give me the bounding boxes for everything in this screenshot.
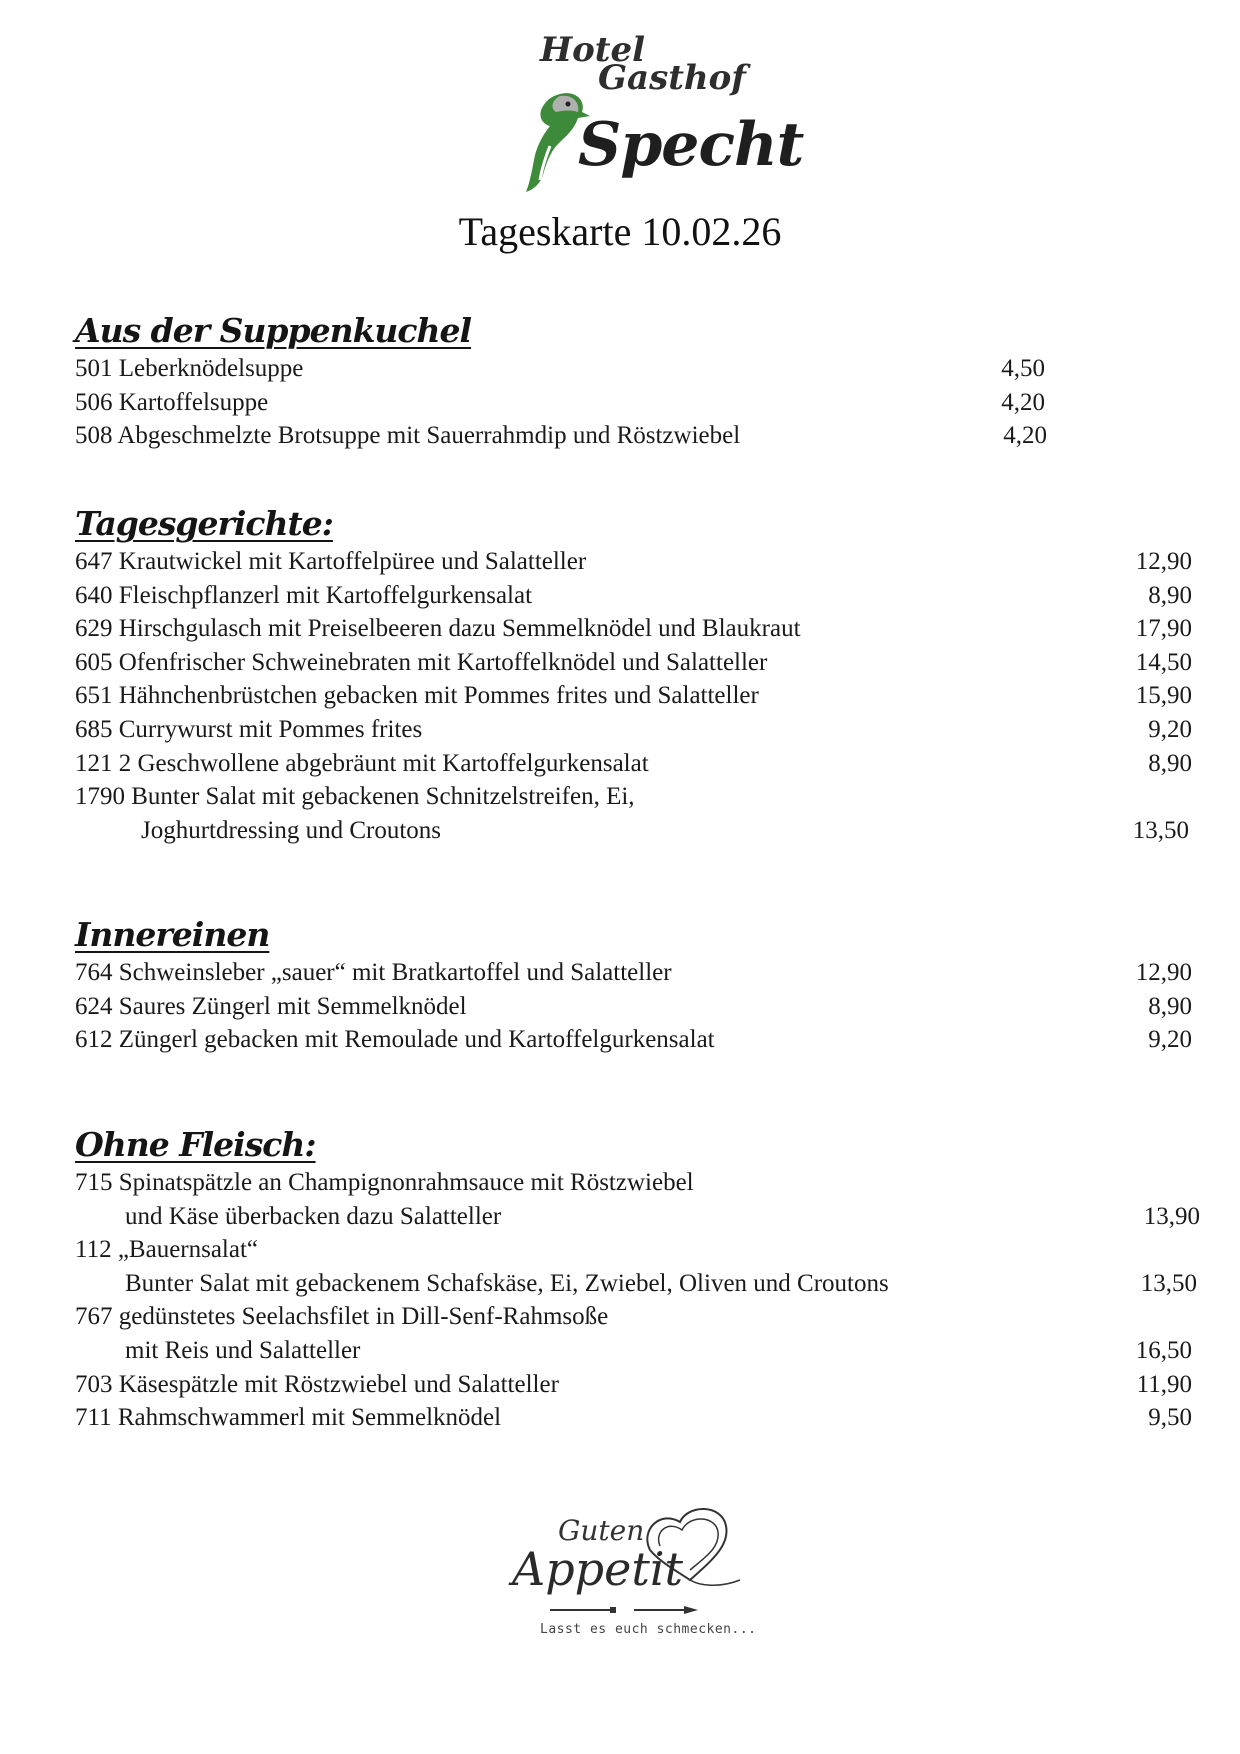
logo-gasthof-text: Gasthof	[598, 58, 746, 98]
menu-item	[75, 646, 1192, 680]
menu-item	[75, 1267, 1197, 1301]
menu-item-label: Bunter Salat mit gebackenem Schafskäse, Ei, Zwiebel, Oliven und Croutons	[125, 1269, 889, 1297]
menu-item-label: 506 Kartoffelsuppe	[75, 388, 269, 416]
menu-item	[75, 419, 1185, 453]
menu-item-price: 8,90	[1148, 749, 1192, 777]
menu-item	[75, 679, 1192, 713]
footer-appetit-text: Appetit	[512, 1542, 684, 1596]
menu-item	[75, 545, 1192, 579]
menu-item-price: 15,90	[1135, 682, 1192, 710]
menu-item-label: 651 Hähnchenbrüstchen gebacken mit Pommes frites und Salatteller	[75, 682, 759, 710]
menu-item-label: 624 Saures Züngerl mit Semmelknödel	[75, 992, 467, 1020]
menu-item	[75, 990, 1192, 1024]
section-innereien	[75, 914, 1192, 1057]
guten-appetit-logo	[500, 1500, 780, 1650]
section-tagesgerichte	[75, 503, 1192, 847]
menu-item	[75, 579, 1192, 613]
menu-item	[75, 780, 1185, 814]
menu-item-label: 711 Rahmschwammerl mit Semmelknödel	[75, 1404, 502, 1432]
cutlery-icon	[550, 1604, 700, 1616]
menu-item-price: 4,20	[1003, 422, 1047, 450]
menu-item-price: 13,50	[1132, 816, 1189, 844]
page-title: Tageskarte 10.02.26	[458, 209, 782, 254]
menu-item-label: 1790 Bunter Salat mit gebackenen Schnitzelstreifen, Ei,	[75, 783, 635, 811]
menu-item	[75, 1300, 1185, 1334]
hotel-logo	[520, 30, 804, 195]
menu-item-label: und Käse überbacken dazu Salatteller	[125, 1202, 502, 1230]
menu-item-price: 8,90	[1148, 581, 1192, 609]
footer-guten-text: Guten	[558, 1514, 645, 1547]
section-ohne-fleisch	[75, 1124, 1200, 1435]
menu-item-label: 647 Krautwickel mit Kartoffelpüree und Salatteller	[75, 548, 587, 575]
menu-item	[75, 352, 1185, 386]
menu-item-price: 9,50	[1148, 1404, 1192, 1432]
menu-item-price: 8,90	[1148, 992, 1192, 1020]
section-heading: Innereinen	[75, 915, 270, 954]
menu-item-price: 9,20	[1148, 1026, 1192, 1054]
footer-tagline: Lasst es euch schmecken...	[540, 1622, 757, 1637]
menu-item-price: 4,50	[1001, 355, 1045, 382]
menu-item	[75, 1166, 1185, 1200]
menu-item	[75, 386, 1185, 420]
menu-item-label: 112 „Bauernsalat“	[75, 1236, 259, 1264]
menu-item-price: 12,90	[1135, 548, 1192, 575]
menu-item-label: 764 Schweinsleber „sauer“ mit Bratkartoffel und Salatteller	[75, 959, 672, 986]
menu-item	[75, 1368, 1192, 1402]
menu-item-price: 4,20	[1001, 388, 1045, 416]
menu-item	[75, 1334, 1192, 1368]
menu-item	[75, 713, 1192, 747]
menu-item	[75, 814, 1189, 848]
menu-item-label: 715 Spinatspätzle an Champignonrahmsauce mit Röstzwiebel	[75, 1169, 694, 1196]
menu-item-label: 121 2 Geschwollene abgebräunt mit Kartoffelgurkensalat	[75, 749, 649, 777]
menu-item-label: 501 Leberknödelsuppe	[75, 355, 304, 382]
section-heading: Ohne Fleisch:	[75, 1125, 316, 1164]
menu-item-label: Joghurtdressing und Croutons	[141, 816, 441, 844]
menu-item	[75, 612, 1192, 646]
menu-item-price: 12,90	[1135, 959, 1192, 986]
menu-item-price: 13,50	[1140, 1269, 1197, 1297]
menu-item-price: 14,50	[1135, 648, 1192, 676]
menu-item-label: 612 Züngerl gebacken mit Remoulade und Kartoffelgurkensalat	[75, 1026, 715, 1054]
menu-item-label: 685 Currywurst mit Pommes frites	[75, 715, 423, 743]
section-heading: Aus der Suppenkuchel	[75, 311, 472, 350]
menu-item	[75, 1200, 1200, 1234]
menu-item	[75, 1401, 1192, 1435]
menu-item	[75, 747, 1192, 781]
menu-item-label: 629 Hirschgulasch mit Preiselbeeren dazu Semmelknödel und Blaukraut	[75, 615, 801, 643]
menu-item-price: 17,90	[1135, 615, 1192, 643]
logo-specht-text: Specht	[578, 110, 804, 180]
menu-item-price: 16,50	[1135, 1336, 1192, 1364]
menu-item-price: 11,90	[1136, 1370, 1192, 1398]
menu-item-label: 703 Käsespätzle mit Röstzwiebel und Salatteller	[75, 1370, 559, 1398]
menu-item	[75, 1233, 1185, 1267]
menu-item	[75, 1023, 1192, 1057]
section-heading: Tagesgerichte:	[75, 504, 333, 543]
logo-hotel-text: Hotel	[540, 30, 646, 70]
menu-item-price: 9,20	[1148, 715, 1192, 743]
menu-item	[75, 956, 1192, 990]
menu-item-label: 508 Abgeschmelzte Brotsuppe mit Sauerrahmdip und Röstzwiebel	[75, 422, 741, 450]
menu-item-label: 605 Ofenfrischer Schweinebraten mit Kartoffelknödel und Salatteller	[75, 648, 768, 676]
menu-item-label: mit Reis und Salatteller	[125, 1336, 361, 1364]
menu-item-price: 13,90	[1143, 1202, 1200, 1230]
menu-item-label: 767 gedünstetes Seelachsfilet in Dill-Senf-Rahmsoße	[75, 1303, 609, 1331]
menu-item-label: 640 Fleischpflanzerl mit Kartoffelgurkensalat	[75, 581, 533, 609]
section-suppen	[75, 310, 1185, 453]
